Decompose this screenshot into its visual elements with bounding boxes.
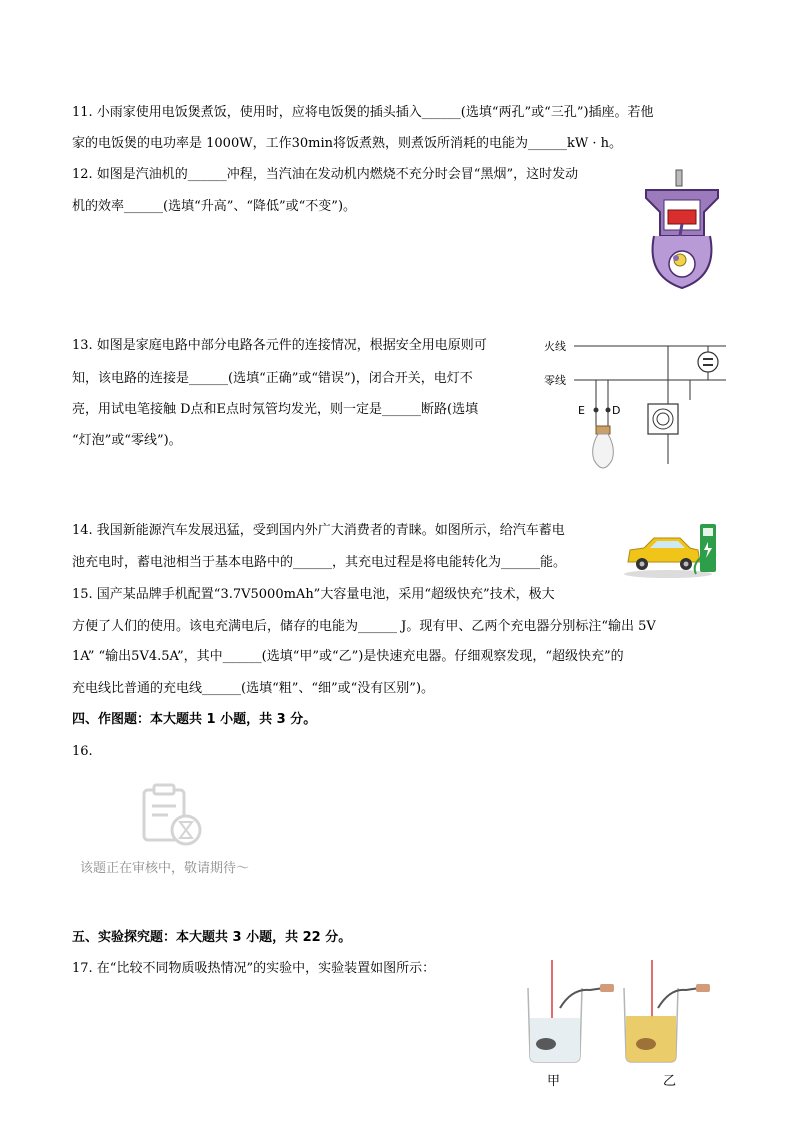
q15-line3: 1A” “输出5V4.5A”，其中______(选填“甲”或“乙”)是快速充电器。仔细观察发现，“超级快充”的 [72,649,624,664]
q12-line2: 机的效率______(选填“升高”、“降低”或“不变”)。 [72,199,357,214]
q15-line1: 15. 国产某品牌手机配置“3.7V5000mAh”大容量电池，采用“超级快充”技术，极大 [72,587,555,602]
q17-line1: 17. 在“比较不同物质吸热情况”的实验中，实验装置如图所示： [72,961,436,976]
q16-pending-text: 该题正在审核中，敬请期待～ [80,861,250,876]
section-5-heading: 五、实验探究题：本大题共 3 小题，共 22 分。 [72,930,352,945]
q11-line2: 家的电饭煲的电功率是 1000W，工作30min将饭煮熟，则煮饭所消耗的电能为______kW · h。 [72,136,622,151]
beakers-figure [520,958,720,1068]
q15-line2: 方便了人们的使用。该电充满电后，储存的电能为______ J。现有甲、乙两个充电器分别标注“输出 5V [72,619,656,634]
q13-line4: “灯泡”或“零线”)。 [72,433,182,448]
q13-line1: 13. 如图是家庭电路中部分电路各元件的连接情况，根据安全用电原则可 [72,338,487,353]
engine-figure [640,166,724,294]
beaker-b-label: 乙 [663,1074,677,1089]
q13-line3: 亮，用试电笔接触 D点和E点时氖管均发光，则一定是______断路(选填 [72,402,479,417]
section-4-heading: 四、作图题：本大题共 1 小题，共 3 分。 [72,712,317,727]
q14-line1: 14. 我国新能源汽车发展迅猛，受到国内外广大消费者的青睐。如图所示，给汽车蓄电 [72,523,565,538]
q11-line1: 11. 小雨家使用电饭煲煮饭，使用时，应将电饭煲的插头插入______(选填“两孔”或“三孔”)插座。若他 [72,105,654,120]
live-wire-label: 火线 [544,340,566,353]
q15-line4: 充电线比普通的充电线______(选填“粗”、“细”或“没有区别”)。 [72,681,435,696]
review-pending-icon [138,782,208,852]
beaker-a-label: 甲 [547,1074,561,1089]
circuit-figure [540,330,730,480]
neutral-wire-label: 零线 [544,374,566,387]
q14-line2: 池充电时，蓄电池相当于基本电路中的______，其充电过程是将电能转化为______能。 [72,555,567,570]
point-e-label: E [578,404,585,417]
q13-line2: 知，该电路的连接是______(选填“正确”或“错误”)，闭合开关，电灯不 [72,371,473,386]
q12-line1: 12. 如图是汽油机的______冲程，当汽油在发动机内燃烧不充分时会冒“黑烟”，这时发动 [72,167,579,182]
q16-number: 16. [72,744,93,759]
ev-charging-figure [622,518,722,580]
point-d-label: D [612,404,621,417]
